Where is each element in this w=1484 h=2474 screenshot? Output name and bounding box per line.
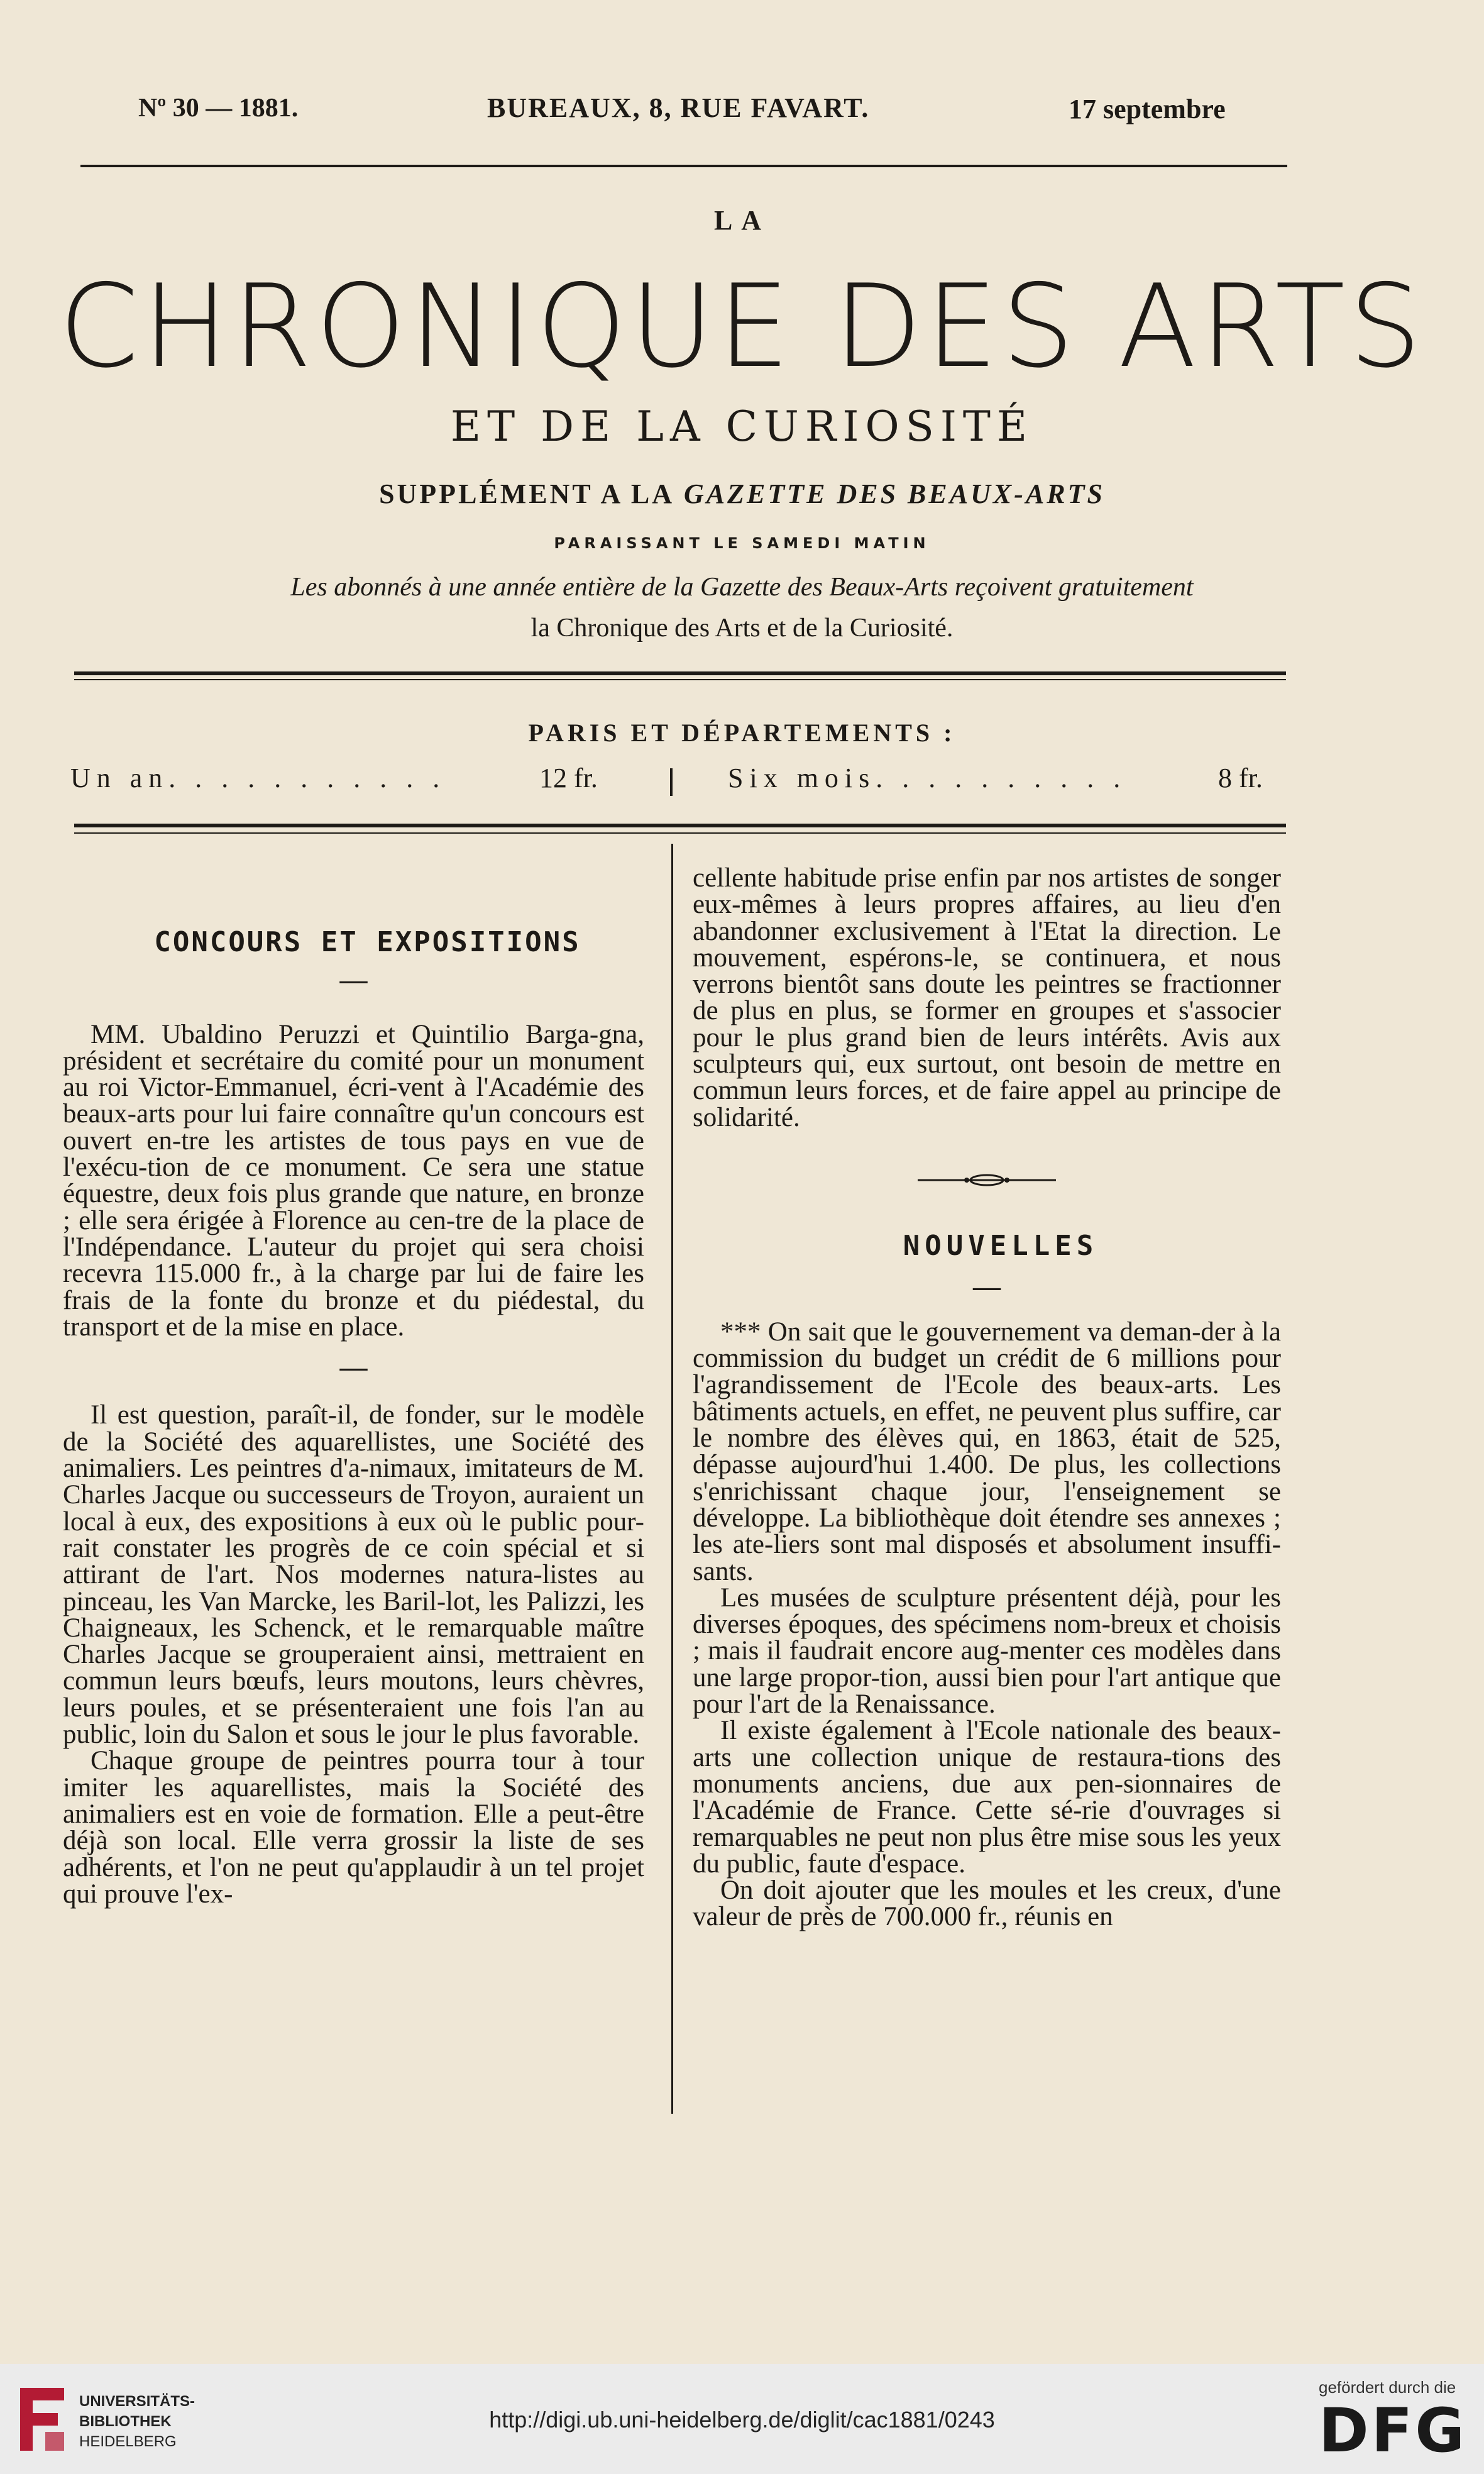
library-name-1: UNIVERSITÄTS- xyxy=(79,2393,195,2410)
section-separator: — xyxy=(339,964,368,996)
digitization-footer xyxy=(0,2364,1484,2474)
section-title-nouvelles: NOUVELLES xyxy=(903,1230,1099,1262)
subscription-divider xyxy=(670,768,673,796)
dfg-logo[interactable]: DFG xyxy=(1319,2395,1468,2466)
article-peruzzi: MM. Ubaldino Peruzzi et Quintilio Barga-gna, président et secrétaire du comité pour un monument au roi Victor-Emmanuel, écri-vent à l'Académie des beaux-arts pour lui faire connaître qu'un concours est ouvert en-tre les artistes de tous pays en vue de l'exécu-tion de ce monument. Ce sera une statue équestre, deux fois plus grande que nature, en bronze ; elle sera érigée à Florence au cen-tre de la place de l'Indépendance. L'auteur du projet qui sera choisi recevra 115.000 fr., à la charge par lui de faire les frais de la fonte du bronze et du piédestal, du transport et de la mise en place. xyxy=(63,1019,644,1342)
masthead-rule-thin xyxy=(74,679,1286,680)
news-moules-creux: On doit ajouter que les moules et les creux, d'une valeur de près de 700.000 fr., réunis en xyxy=(693,1875,1281,1932)
article-animaliers-cont: Chaque groupe de peintres pourra tour à tour imiter les aquarellistes, mais la Société des animaliers est en voie de formation. Elle a peut-être déjà son local. Elle verra grossir la liste de ses adhérents, et l'on ne peut qu'applaudir à un tel projet qui prouve l'ex- xyxy=(63,1746,644,1909)
subscriber-notice-2: la Chronique des Arts et de la Curiosité. xyxy=(530,614,954,643)
news-musees-sculpture: Les musées de sculpture présentent déjà, pour les diverses époques, des spécimens nom-breux et choisis ; mais il faudrait encore aug-menter ces modèles dans une large propor-tion, aussi bien pour l'art antique que pour l'art de la Renaissance. xyxy=(693,1582,1281,1720)
masthead-rule-thick xyxy=(74,671,1286,675)
section-title-concours: CONCOURS ET EXPOSITIONS xyxy=(154,926,581,958)
issue-number: Nº 30 — 1881. xyxy=(138,94,299,123)
masthead-article: LA xyxy=(713,205,771,236)
subscription-year-price: 12 fr. xyxy=(539,763,598,793)
article-continuation: cellente habitude prise enfin par nos artistes de songer eux-mêmes à leurs propres affaires, au lieu d'en abandonner exclusivement à l'Etat la direction. Le mouvement, espérons-le, se continuera, et nous verrons bientôt sans doute les peintres se fractionner de plus en plus, se former en groupes et s'associer pour le plus grand bien de leurs intérêts. Avis aux sculpteurs qui, eux surtout, ont besoin de mettre en commun leurs forces, et de faire appel au principe de solidarité. xyxy=(693,863,1281,1132)
nouvelles-separator: — xyxy=(973,1271,1001,1302)
source-url-link[interactable]: http://digi.ub.uni-heidelberg.de/diglit/cac1881/0243 xyxy=(489,2407,995,2433)
office-address: BUREAUX, 8, RUE FAVART. xyxy=(487,92,870,123)
ornament-flourish-icon xyxy=(893,1173,1081,1188)
issue-date: 17 septembre xyxy=(1069,94,1226,124)
column-divider xyxy=(671,844,673,2114)
supplement-line xyxy=(0,478,1484,510)
subscription-year-label: Un an. . . . . . . . . . . xyxy=(70,763,446,793)
subscription-half-price: 8 fr. xyxy=(1218,763,1263,793)
subscriber-notice-1: Les abonnés à une année entière de la Gazette des Beaux-Arts reçoivent gratuitement xyxy=(290,573,1194,602)
news-collection-restaurations: Il existe également à l'Ecole nationale des beaux-arts une collection unique de restaura-tions des monuments anciens, due aux pen-sionnaires de l'Académie de France. Cette sé-rie d'ouvrages si remarquables ne peut non plus être mise sous les yeux du public, faute d'espace. xyxy=(693,1716,1281,1879)
library-name-3: HEIDELBERG xyxy=(79,2433,177,2450)
right-column xyxy=(693,865,1281,1931)
subscription-rule-thick xyxy=(74,824,1286,827)
article-animaliers: Il est question, paraît-il, de fonder, sur le modèle de la Société des aquarellistes, une Société des animaliers. Les peintres d'a-nimaux, imitateurs de M. Charles Jacque ou successeurs de Troyon, auraient un local à eux, des expositions à eux où le public pour-rait constater les progrès de ce coin spécial et si attirant de l'art. Nos modernes natura-listes au pinceau, les Van Marcke, les Baril-lot, les Palizzi, les Chaigneaux, les Schenck, et le remarquable maître Charles Jacque se grouperaient ainsi, mettraient en commun leurs bœufs, leurs moutons, leurs chèvres, leurs poules, et se présenteraient une fois l'an au public, loin du Salon et sous le jour le plus favorable. xyxy=(63,1400,644,1750)
header-rule xyxy=(80,165,1287,167)
subscription-half-label: Six mois. . . . . . . . . . xyxy=(728,763,1127,793)
ornament-divider xyxy=(693,1166,1281,1193)
left-column xyxy=(63,926,644,1909)
supplement-prefix: SUPPLÉMENT A LA xyxy=(379,478,675,509)
subscription-heading: PARIS ET DÉPARTEMENTS : xyxy=(528,719,956,747)
news-ecole-beaux-arts: *** On sait que le gouvernement va deman-der à la commission du budget un crédit de 6 millions pour l'agrandissement de l'Ecole des beaux-arts. Les bâtiments actuels, en effet, ne peuvent plus suffire, car le nombre des élèves qui, en 1863, était de 525, dépasse aujourd'hui 1.400. De plus, les collections s'enrichissant chaque jour, l'enseignement se développe. La bibliothèque doit étendre ses annexes ; les ate-liers sont mal disposés et absolument insuffi-sants. xyxy=(693,1317,1281,1586)
supplement-title: GAZETTE DES BEAUX-ARTS xyxy=(684,478,1105,509)
publication-schedule: PARAISSANT LE SAMEDI MATIN xyxy=(554,534,930,552)
masthead-title: CHRONIQUE DES ARTS xyxy=(58,260,1426,393)
masthead-subtitle: ET DE LA CURIOSITÉ xyxy=(450,402,1034,451)
library-name-2: BIBLIOTHEK xyxy=(79,2413,172,2430)
subscription-rule-thin xyxy=(74,832,1286,834)
article-separator: — xyxy=(339,1352,368,1383)
funding-note: gefördert durch die xyxy=(1319,2378,1456,2397)
